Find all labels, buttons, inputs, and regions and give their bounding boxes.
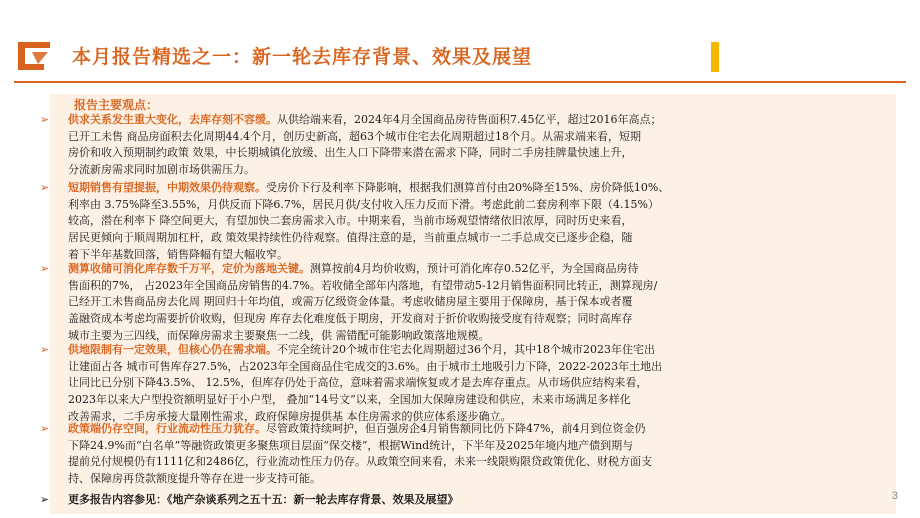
more-reports-note [40, 492, 896, 509]
page-title: 本月报告精选之一：新一轮去库存背景、效果及展望 [72, 46, 533, 68]
key-point-text: 下降24.9%而“白名单”等融资政策更多聚焦项目层面“保交楼”，根据Wind统计，下半年及2025年境内地产债到期与 [68, 438, 634, 452]
key-point-text: 房价和收入预期制约政策 效果，中长期城镇化放缓、出生人口下降带来潜在需求下降，同时二手房挂牌量快速上升， [68, 146, 633, 160]
key-point-text: 让同比已分别下降43.5%、 12.5%，但库存仍处于高位，意味着需求端恢复或才是去库存重点。从市场供应结构来看， [68, 376, 648, 390]
key-point-line [50, 294, 896, 311]
key-point-text: 较高，潜在利率下 降空间更大，有望加快二套房需求入市。中期来看，当前市场观望情绪依旧浓厚，同时历史来看， [68, 214, 633, 228]
key-point-line [40, 421, 896, 438]
key-point-text: 让建面占各 城市可售库存27.5%，占2023年全国商品住宅成交的3.6%。由于城市土地吸引力下降，2022-2023年土地出 [68, 359, 663, 373]
page-number: 3 [891, 490, 898, 502]
key-point-line [50, 230, 896, 247]
arrow-bullet-icon: ➢ [40, 343, 50, 356]
logo-mark-icon [14, 38, 54, 74]
key-point-line [50, 145, 896, 162]
arrow-bullet-icon: ➢ [40, 262, 50, 275]
key-point-text: 不完全统计20个城市住宅去化周期超过36个月，其中18个城市2023年住宅出 [277, 343, 655, 356]
section-heading: 报告主要观点： [74, 98, 159, 112]
key-point-line [50, 454, 896, 471]
arrow-bullet-icon: ➢ [40, 422, 50, 435]
key-point-4 [40, 342, 896, 425]
key-point-5 [40, 421, 896, 488]
key-point-line [50, 359, 896, 376]
key-point-text: 利率由 3.75%降至3.55%，月供反而下降6.7%，居民月供/支付收入压力反而下滑。考虑此前二套房利率下限（4.15%） [68, 197, 659, 211]
key-point-line [40, 342, 896, 359]
key-point-text: 着下半年基数回落，销售降幅有望大幅收窄。 [68, 247, 288, 261]
arrow-bullet-icon: ➢ [40, 113, 50, 126]
arrow-bullet-icon: ➢ [40, 181, 50, 194]
key-point-highlight: 供地限制有一定效果，但核心仍在需求端。 [68, 343, 277, 356]
key-point-line [40, 180, 896, 197]
key-point-highlight: 测算收储可消化库存数千万平，定价为落地关键。 [68, 262, 310, 275]
key-point-line [50, 278, 896, 295]
key-point-text: 分流新房需求同时加剧市场供需压力。 [68, 163, 255, 177]
key-point-line [50, 438, 896, 455]
key-point-text: 居民更倾向于顺周期加杠杆，政 策效果持续性仍待观察。值得注意的是，当前重点城市一二手总成交已逐步企稳，随 [68, 231, 633, 245]
key-point-line [50, 471, 896, 488]
arrow-bullet-icon: ➢ [40, 493, 50, 506]
key-point-highlight: 政策端仍存空间，行业流动性压力犹存。 [68, 422, 266, 435]
key-point-text: 受房价下行及利率下降影响，根据我们测算首付由20%降至15%、房价降低10%、 [266, 181, 670, 194]
key-point-highlight: 短期销售有望提振，中期效果仍待观察。 [68, 181, 266, 194]
key-point-text: 售面积的7%， 占2023年全国商品房销售的4.7%。若收储全部年内落地，有望带动5-12月销售面积同比转正，测算现房/ [68, 278, 658, 292]
key-point-text: 测算按前4月均价收购，预计可消化库存0.52亿平，为全国商品房待 [310, 262, 639, 275]
key-point-2 [40, 180, 896, 263]
key-point-text: 已开工未售 商品房面积去化周期44.4个月，创历史新高，超63个城市住宅去化周期超过18个月。从需求端来看，短期 [68, 129, 641, 143]
key-point-text: 盖融资成本考虑均需要折价收购，但现房 库存去化难度低于期房，开发商对于折价收购接受度有待观察；同时高库存 [68, 312, 633, 326]
key-point-text: 改善需求，二手房承接大量刚性需求，政府保障房提供基 本住房需求的供应体系逐步确立。 [68, 409, 512, 423]
key-point-line [40, 112, 896, 129]
key-point-text: 尽管政策持续呵护，但百强房企4月销售额同比仍下降47%，前4月到位资金仍 [266, 422, 646, 435]
key-point-text: 城市主要为三四线，而保障房需求主要聚焦一二线，供 需错配可能影响政策落地规模。 [68, 328, 490, 342]
content-panel [40, 94, 896, 514]
key-point-text: 从供给端来看，2024年4月全国商品房待售面积7.45亿平，超过2016年高点； [277, 113, 662, 126]
key-point-line [50, 213, 896, 230]
title-accent-marker [711, 42, 719, 72]
key-point-text: 2023年以来大户型投资额明显好于小户型， 叠加“14号文”以来，全国加大保障房建设和供应，未来市场满足多样化 [68, 393, 631, 407]
more-reports-text: 更多报告内容参见：《地产杂谈系列之五十五：新一轮去库存背景、效果及展望》 [68, 493, 459, 506]
key-point-line [50, 311, 896, 328]
key-point-line [50, 375, 896, 392]
key-point-1 [40, 112, 896, 179]
key-point-line [50, 129, 896, 146]
key-point-text: 已经开工未售商品房去化周 期回归十年均值，或需万亿级资金体量。考虑收储房屋主要用于保障房，基于保本或者覆 [68, 295, 633, 309]
key-point-line [40, 261, 896, 278]
key-point-line [50, 162, 896, 179]
title-bar [14, 36, 720, 74]
key-point-highlight: 供求关系发生重大变化，去库存刻不容缓。 [68, 113, 277, 126]
title-divider [14, 81, 906, 83]
key-point-line [50, 197, 896, 214]
key-point-3 [40, 261, 896, 344]
key-point-text: 提前兑付规模仍有1111亿和2486亿，行业流动性压力仍存。从政策空间来看，未来一线限购限贷政策优化、财税方面支 [68, 455, 652, 469]
key-point-text: 持、保障房再贷款额度提升等存在进一步支持可能。 [68, 472, 321, 486]
key-point-line [50, 392, 896, 409]
